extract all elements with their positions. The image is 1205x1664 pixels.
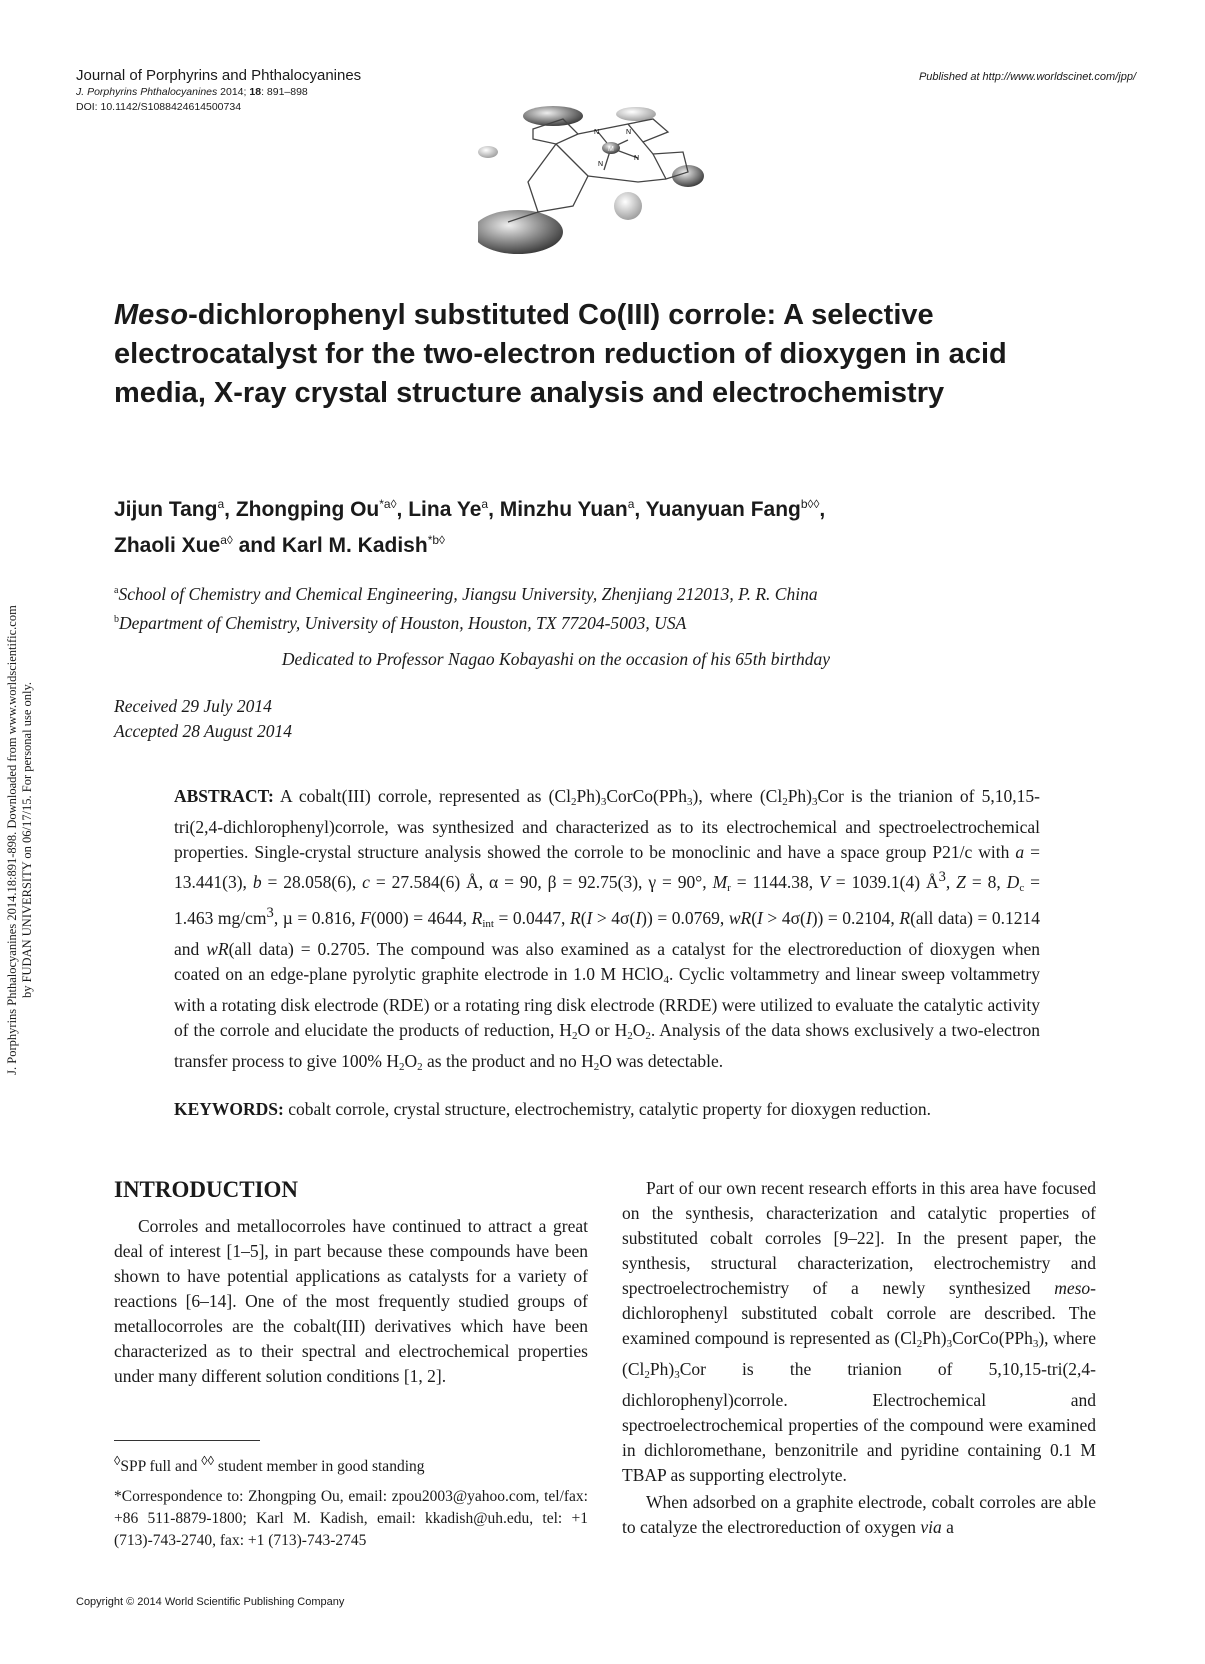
author-affil-mark: a — [217, 497, 225, 511]
section-heading-introduction: INTRODUCTION — [114, 1177, 299, 1202]
side-note-line: J. Porphyrins Phthalocyanines 2014.18:891-898. Downloaded from www.worldscientific.com — [5, 605, 19, 1075]
author-name: Jijun Tang — [114, 498, 218, 521]
keywords-text: cobalt corrole, crystal structure, electrochemistry, catalytic property for dioxygen reduction. — [283, 1099, 931, 1119]
affiliation-mark: a — [114, 585, 119, 596]
author-separator: and — [232, 534, 282, 557]
author-affil-mark: *a◊ — [379, 497, 397, 511]
affiliations — [114, 578, 1104, 636]
abstract: ABSTRACT: A cobalt(III) corrole, represented as $(Cl_2Ph)_3CorCo(PPh_3)$, where $(Cl_2Ph)_3Cor$ is the trianion of 5,10,15-tri(2,4-dichlorophenyl)corrole, was synthesized and characterized as to its electrochemical and spectroelectrochemical properties. Single-crystal structure analysis showed the corrole to be monoclinic and have a space group P21/c with a = 13.441(3), b = 28.058(6), c = 27.584(6) Å, α = 90, β = 92.75(3), γ = 90°, $M_r = 1144.38$, V = 1039.1(4) $Å^3$, Z = 8, $D_c = 1.463$ $mg/cm^3$, µ = 0.816, F(000) = 4644, $R_{int} = 0.0447$, R(I > 4σ(I)) = 0.0769, wR(I > 4σ(I)) = 0.2104, R(all data) = 0.1214 and wR(all data) = 0.2705. The compound was also examined as a catalyst for the electroreduction of dioxygen when coated on an edge-plane pyrolytic graphite electrode in 1.0 M HClO$_4$. Cyclic voltammetry and linear sweep voltammetry with a rotating disk electrode (RDE) or a rotating ring disk electrode (RRDE) were utilized to evaluate the catalytic activity of the corrole and elucidate the products of reduction, $H_2O$ or $H_2O_2$. Analysis of the data shows exclusively a two-electron transfer process to give 100% $H_2O_2$ as the product and no $H_2O$ was detectable. — [174, 786, 1041, 1073]
footnotes — [114, 1450, 588, 1552]
title-italic: Meso — [114, 299, 189, 331]
author-list — [114, 489, 1104, 561]
atom-label: N — [634, 155, 640, 162]
citation-pages: : 891–898 — [261, 86, 308, 98]
footnote-correspondence: *Correspondence to: Zhongping Ou, email: zpou2003@yahoo.com, tel/fax: +86 511-8879-1800; Karl M. Kadish, email: kkadish@uh.edu, tel: +1 (713)-743-2740, fax: +1 (713)-743-2745 — [114, 1488, 588, 1550]
received-date: Received 29 July 2014 — [114, 696, 272, 716]
keywords-label: KEYWORDS: — [174, 1099, 284, 1119]
right-column — [622, 1176, 1096, 1540]
author-separator: , — [396, 498, 409, 521]
atom-label: N — [598, 161, 604, 168]
body-paragraph: Corroles and metallocorroles have continued to attract a great deal of interest [1–5], in part because these compounds have been shown to have potential applications as catalysts for a variety of reactions [6–14]. One of the most frequently studied groups of metallocorroles are the cobalt(III) derivatives which have been characterized as to their spectral and electrochemical properties under many different solution conditions [1, 2]. — [114, 1216, 588, 1386]
metal-label: M — [608, 146, 614, 153]
author-affil-mark: a — [481, 497, 489, 511]
abstract-label: ABSTRACT: — [174, 786, 274, 806]
journal-logo — [478, 104, 738, 274]
atom-label: N — [626, 129, 632, 136]
author-affil-mark: b◊◊ — [800, 497, 820, 511]
copyright-notice: Copyright © 2014 World Scientific Publishing Company — [76, 1596, 345, 1608]
logo-lobe — [614, 192, 642, 220]
affiliation — [114, 578, 1104, 607]
keywords — [174, 1097, 1040, 1122]
body-paragraph: Part of our own recent research efforts in this area have focused on the synthesis, characterization and catalytic properties of substituted cobalt corroles [9–22]. In the present paper, the synthesis, structural characterization, electrochemistry and spectroelectrochemistry of a newly synthesized meso-dichlorophenyl substituted cobalt corrole are described. The examined compound is represented as $(Cl_2Ph)_3CorCo(PPh_3)$, where $(Cl_2Ph)_3Cor$ is the trianion of 5,10,15-tri(2,4-dichlorophenyl)corrole. Electrochemical and spectroelectrochemical properties of the compound were examined in dichloromethane, benzonitrile and pyridine containing 0.1 M TBAP as supporting electrolyte. — [622, 1178, 1097, 1485]
author-name: Karl M. Kadish — [281, 534, 428, 557]
citation-volume: 18 — [249, 86, 262, 98]
published-at-link[interactable]: Published at http://www.worldscinet.com/jpp/ — [918, 71, 1136, 83]
author-separator: , — [488, 498, 500, 521]
affiliation-mark: b — [114, 613, 119, 625]
side-note-line: by FUDAN UNIVERSITY on 06/17/15. For personal use only. — [20, 681, 34, 999]
author-name: Zhongping Ou — [235, 498, 380, 521]
citation-journal: J. Porphyrins Phthalocyanines — [76, 86, 218, 98]
accepted-date: Accepted 28 August 2014 — [114, 721, 293, 741]
side-download-note — [0, 520, 40, 1160]
author-separator: , — [819, 498, 826, 521]
journal-name: Journal of Porphyrins and Phthalocyanines — [76, 67, 362, 84]
footnote-membership: ◊SPP full and ◊◊ student member in good standing — [114, 1453, 425, 1476]
citation-year: 2014; — [217, 86, 250, 98]
author-name: Lina Ye — [408, 498, 482, 521]
article-title — [114, 296, 1104, 413]
logo-lobe — [478, 146, 498, 158]
logo-lobe — [478, 210, 563, 254]
author-name: Minzhu Yuan — [499, 498, 628, 521]
author-name: Zhaoli Xue — [114, 534, 221, 557]
author-separator: , — [634, 498, 646, 521]
body-paragraph: When adsorbed on a graphite electrode, cobalt corroles are able to catalyze the electroreduction of oxygen via a — [622, 1492, 1096, 1537]
logo-lobe — [616, 107, 656, 121]
title-rest: -dichlorophenyl substituted Co(III) corrole: A selective electrocatalyst for the two-electron reduction of dioxygen in acid media, X-ray crystal structure analysis and electrochemistry — [114, 299, 1007, 409]
author-name: Yuanyuan Fang — [645, 498, 801, 521]
affiliation-text: School of Chemistry and Chemical Engineering, Jiangsu University, Zhenjiang 212013, P. R. China — [118, 583, 818, 604]
author-affil-mark: a — [627, 497, 635, 511]
affiliation-text: Department of Chemistry, University of Houston, Houston, TX 77204-5003, USA — [119, 612, 687, 633]
doi: DOI: 10.1142/S1088424614500734 — [76, 101, 242, 113]
footnote-divider — [114, 1440, 260, 1441]
journal-citation — [76, 85, 1136, 100]
author-separator: , — [224, 498, 236, 521]
affiliation — [114, 607, 1104, 636]
left-column — [114, 1176, 588, 1389]
atom-label: N — [594, 129, 600, 136]
author-affil-mark: a◊ — [220, 533, 233, 547]
author-affil-mark: *b◊ — [427, 533, 445, 547]
article-dates — [114, 694, 292, 744]
dedication: Dedicated to Professor Nagao Kobayashi on the occasion of his 65th birthday — [281, 649, 831, 669]
